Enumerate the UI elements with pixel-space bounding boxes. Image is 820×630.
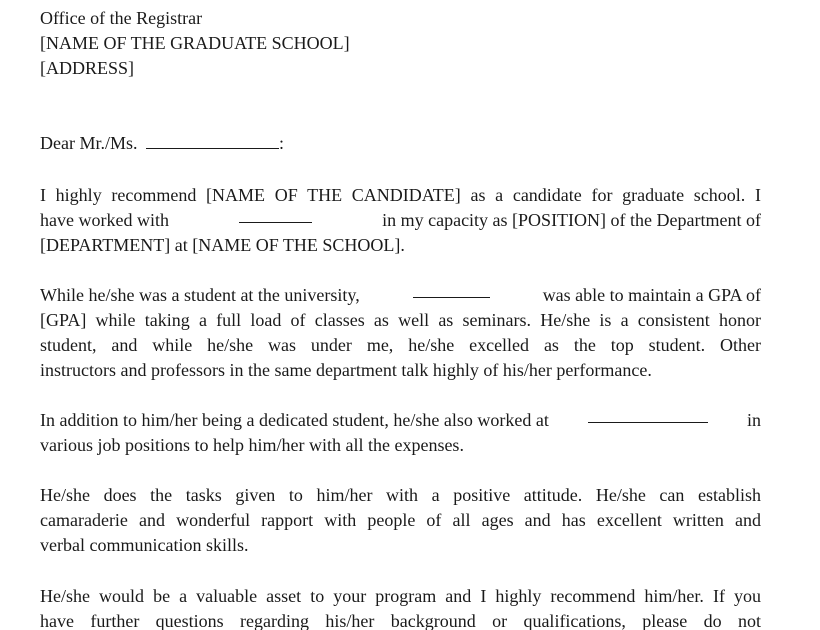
salutation [40,131,284,156]
cropped-top-line [40,0,480,2]
line-text-1: He/she does the tasks given to him/her with a positive attitude. He/she can establish [40,485,761,505]
line-text-1a: While he/she was a student at the university, [40,285,360,305]
line-text-2: [GPA] while taking a full load of classes as well as seminars. He/she is a consistent honor [40,310,761,330]
line-text-1a: In addition to him/her being a dedicated student, he/she also worked at [40,410,549,430]
paragraph-line [40,433,761,458]
paragraph-line [40,358,761,383]
line-text-2a: have worked with [40,210,169,230]
line-text-2: have further questions regarding his/her background or qualifications, please do not [40,611,761,630]
recipient-name-blank [146,134,279,149]
paragraph-line [40,533,761,558]
paragraph-closing [40,584,761,630]
paragraph-academic [40,283,761,383]
line-text-3: student, and while he/she was under me, he/she excelled as the top student. Other [40,335,761,355]
line-text-1b: in [746,410,761,430]
address-street: [ADDRESS] [40,58,135,78]
paragraph-line [40,233,761,258]
paragraph-attitude [40,483,761,558]
paragraph-line [40,208,761,233]
paragraph-work [40,408,761,458]
paragraph-line [40,609,761,630]
recipient-address-block [40,6,780,81]
address-office: Office of the Registrar [40,8,203,28]
paragraph-line [40,483,761,508]
line-text-2: camaraderie and wonderful rapport with people of all ages and has excellent written and [40,510,761,530]
line-text [40,183,761,208]
line-text-2b: in my capacity as [POSITION] of the Department of [382,210,761,230]
line-text-3: verbal communication skills. [40,535,249,555]
line-text-2: various job positions to help him/her with all the expenses. [40,435,464,455]
line-text-1b: was able to maintain a GPA of [542,285,761,305]
line-text-1: I highly recommend [NAME OF THE CANDIDATE] as a candidate for graduate school. I [40,185,761,205]
paragraph-line [40,508,761,533]
paragraph-line [40,408,761,433]
paragraph-line [40,308,761,333]
paragraph-line [40,333,761,358]
workplace-blank [588,408,708,423]
paragraph-line [40,283,761,308]
line-text-3: [DEPARTMENT] at [NAME OF THE SCHOOL]. [40,235,405,255]
paragraph-recommendation [40,183,761,258]
address-school: [NAME OF THE GRADUATE SCHOOL] [40,33,350,53]
line-text-4: instructors and professors in the same department talk highly of his/her performance. [40,360,652,380]
student-name-blank [413,283,490,298]
salutation-colon: : [279,133,285,153]
line-text-1: He/she would be a valuable asset to your program and I highly recommend him/her. If you [40,586,761,606]
candidate-name-blank [239,208,312,223]
paragraph-line [40,584,761,609]
paragraph-line [40,183,761,208]
salutation-prefix: Dear Mr./Ms. [40,133,138,153]
